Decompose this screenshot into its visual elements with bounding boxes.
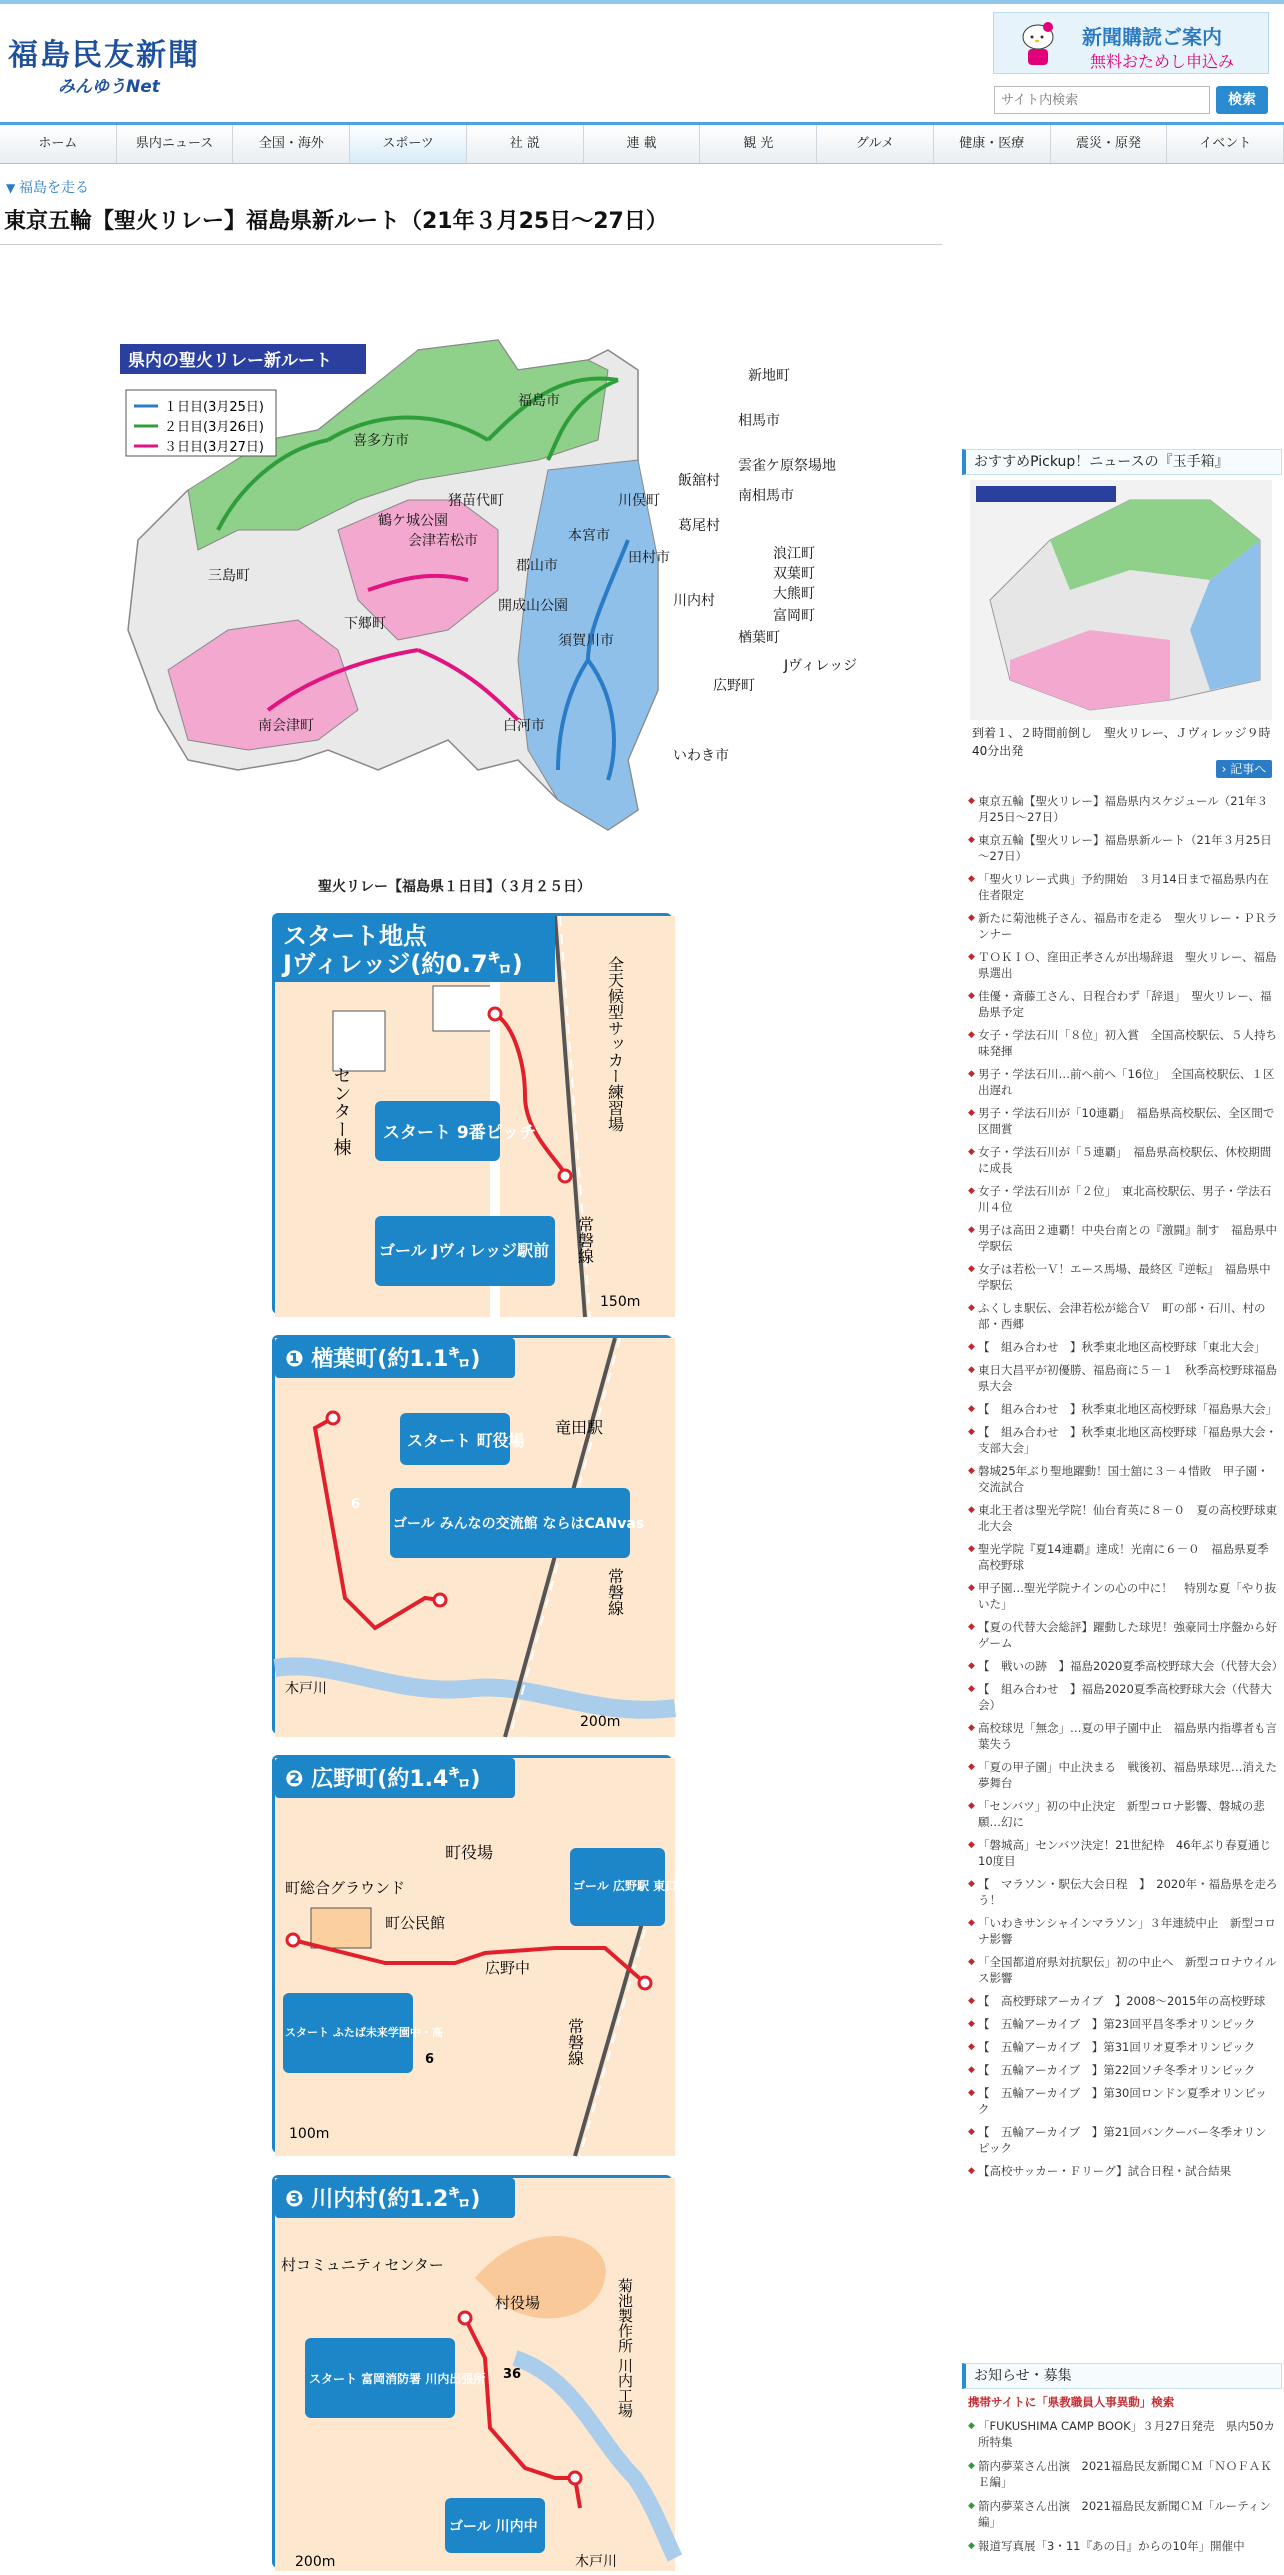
place-aizuwakamatsu: 会津若松市: [408, 533, 478, 549]
place-soma: 相馬市: [738, 413, 780, 429]
place-fukushima: 福島市: [518, 393, 560, 409]
news-item[interactable]: ◆ 女子・学法石川が「２位」 東北高校駅伝、男子・学法石川４位: [968, 1183, 1278, 1215]
place-naraha: 楢葉町: [738, 630, 780, 646]
place-jvillage: Jヴィレッジ: [784, 658, 858, 674]
hirono-head: ❷ 広野町(約1.4㌔): [285, 1767, 481, 1792]
search-input[interactable]: [994, 86, 1210, 114]
legend-day1: １日目(3月25日): [164, 400, 264, 415]
place-minamiaizu: 南会津町: [258, 718, 314, 734]
title-divider: [0, 244, 942, 245]
news-item[interactable]: ◆ 【 高校野球アーカイブ 】2008～2015年の高校野球: [968, 1993, 1278, 2009]
kitty-mascot-icon: [1018, 19, 1058, 69]
legend-day3: ３日目(3月27日): [164, 440, 264, 455]
news-item[interactable]: ◆ 【 五輪アーカイブ 】第23回平昌冬季オリンピック: [968, 2016, 1278, 2032]
hirono-goal-label: ゴール 広野駅 東口前: [573, 1879, 690, 1893]
kawauchi-factory-label: 菊池製作所 川内工場: [616, 2278, 634, 2418]
news-item[interactable]: ◆ 東北王者は聖光学院！仙台育英に８－０ 夏の高校野球東北大会: [968, 1502, 1278, 1534]
place-katsurao: 葛尾村: [678, 518, 720, 534]
chevron-right-icon: ›: [1221, 762, 1231, 776]
map-caption: 聖火リレー【福島県１日目】（３月２５日）: [318, 879, 591, 895]
nav-events[interactable]: イベント: [1167, 125, 1284, 163]
news-item[interactable]: ◆ 新たに菊池桃子さん、福島市を走る 聖火リレー・ＰＲランナー: [968, 910, 1278, 942]
news-item[interactable]: ◆ 東京五輪【聖火リレー】福島県新ルート（21年３月25日～27日）: [968, 832, 1278, 864]
kawauchi-route36-label: 36: [503, 2367, 522, 2382]
breadcrumb[interactable]: [6, 177, 89, 197]
news-item[interactable]: ◆ 聖光学院『夏14連覇』達成！光南に６－０ 福島県夏季高校野球: [968, 1541, 1278, 1573]
place-kawauchi: 川内村: [673, 593, 715, 609]
place-shinchi: 新地町: [748, 368, 790, 384]
nav-home[interactable]: ホーム: [0, 125, 117, 163]
hirono-start-label: スタート ふたば未来学園中・高: [285, 2026, 443, 2039]
read-more-label: 記事へ: [1230, 762, 1267, 776]
info-item[interactable]: ◆ 箭内夢菜さん出演 2021福島民友新聞ＣＭ「ルーティン編」: [968, 2498, 1278, 2530]
hirono-townhall-label: 町役場: [445, 1843, 494, 1862]
place-minamisoma: 南相馬市: [738, 488, 794, 504]
news-item[interactable]: ◆ 【 組み合わせ 】秋季東北地区高校野球「東北大会」: [968, 1339, 1278, 1355]
place-futaba: 双葉町: [773, 566, 815, 582]
info-item-highlight[interactable]: 携帯サイトに「県教職員人事異動」検索: [968, 2395, 1175, 2409]
naraha-scale: 200m: [580, 1714, 621, 1730]
news-item[interactable]: ◆ 女子・学法石川が「５連覇」 福島県高校駅伝、休校期間に成長: [968, 1144, 1278, 1176]
kawauchi-start-label: スタート 富岡消防署 川内出張所: [309, 2372, 486, 2386]
nav-gourmet[interactable]: グルメ: [817, 125, 934, 163]
place-shimogo: 下郷町: [344, 616, 386, 632]
news-item[interactable]: ◆ 男子・学法石川が「10連覇」 福島県高校駅伝、全区間で区間賞: [968, 1105, 1278, 1137]
jvillage-head2: Jヴィレッジ(約0.7㌔): [283, 950, 523, 978]
hirono-route6-label: 6: [425, 2052, 435, 2067]
kawauchi-community-label: 村コミュニティセンター: [281, 2256, 444, 2274]
jvillage-label-practice-field: 全天候型サッカー練習場: [605, 956, 625, 1132]
news-item[interactable]: ◆ 【 組み合わせ 】福島2020夏季高校野球大会（代替大会）: [968, 1681, 1278, 1713]
kawauchi-village-hall-label: 村役場: [495, 2294, 541, 2312]
news-item[interactable]: ◆ 男子は高田２連覇！中央台南との『激闘』制す 福島県中学駅伝: [968, 1222, 1278, 1254]
hirono-ground-label: 町総合グラウンド: [285, 1879, 406, 1897]
info-item[interactable]: ◆ 箭内夢菜さん出演 2021福島民友新聞ＣＭ「ＮＯＦＡＫＥ編」: [968, 2458, 1278, 2490]
news-item[interactable]: ◆ 磐城25年ぶり聖地躍動！国士舘に３－４惜敗 甲子園・交流試合: [968, 1463, 1278, 1495]
hirono-map-drawing: [275, 1758, 690, 2156]
news-item[interactable]: ◆ 佳優・斎藤工さん、日程合わず「辞退」 聖火リレー、福島県予定: [968, 988, 1278, 1020]
hirono-scale: 100m: [289, 2126, 330, 2142]
subscription-banner[interactable]: [993, 12, 1269, 74]
place-inawashiro: 猪苗代町: [448, 493, 504, 509]
place-namie: 浪江町: [773, 546, 815, 562]
info-list: [968, 2394, 1278, 2562]
kawauchi-map-drawing: [275, 2178, 675, 2571]
nav-sports[interactable]: スポーツ: [350, 125, 467, 163]
naraha-route6-label: 6: [351, 1497, 361, 1512]
breadcrumb-label: 福島を走る: [19, 180, 90, 196]
news-item[interactable]: ◆ 東京五輪【聖火リレー】福島県内スケジュール（21年３月25日～27日）: [968, 793, 1278, 825]
legend-day2: ２日目(3月26日): [164, 420, 264, 435]
news-item[interactable]: ◆ 【 五輪アーカイブ 】第31回リオ夏季オリンピック: [968, 2039, 1278, 2055]
place-kitakata: 喜多方市: [353, 433, 409, 449]
detail-map-jvillage: [272, 913, 672, 1314]
pickup-news-list: [968, 793, 1284, 2186]
news-item[interactable]: ◆ 「夏の甲子園」中止決まる 戦後初、福島県球児…消えた夢舞台: [968, 1759, 1278, 1791]
news-item[interactable]: ◆ 女子は若松一Ｖ！エース馬場、最終区『逆転』 福島県中学駅伝: [968, 1261, 1278, 1293]
info-item[interactable]: ◆ 報道写真展「3・11『あの日』からの10年」開催中: [968, 2538, 1278, 2554]
naraha-start-label: スタート 町役場: [407, 1431, 525, 1450]
news-item[interactable]: ◆ 「いわきサンシャインマラソン」３年連続中止 新型コロナ影響: [968, 1915, 1278, 1947]
news-item[interactable]: ◆ 【高校サッカー・Ｆリーグ】試合日程・試合結果: [968, 2163, 1278, 2179]
news-item[interactable]: ◆ 女子・学法石川「８位」初入賞 全国高校駅伝、５人持ち味発揮: [968, 1027, 1278, 1059]
kawauchi-head: ❸ 川内村(約1.2㌔): [285, 2187, 481, 2212]
logo-text: 福島民友新聞: [8, 38, 200, 73]
triangle-down-icon: ▼: [6, 181, 20, 195]
jvillage-map-drawing: [275, 916, 675, 1317]
kawauchi-river-label: 木戸川: [575, 2554, 617, 2570]
nav-national-world[interactable]: 全国・海外: [233, 125, 350, 163]
news-item[interactable]: ◆ 【 組み合わせ 】秋季東北地区高校野球「福島県大会・支部大会」: [968, 1424, 1278, 1456]
jvillage-label-center: センター棟: [330, 1066, 352, 1156]
nav-prefecture-news[interactable]: 県内ニュース: [117, 125, 234, 163]
naraha-station-label: 竜田駅: [555, 1418, 604, 1437]
place-tsurugajo: 鶴ケ城公園: [378, 513, 448, 529]
news-item[interactable]: ◆ 甲子園…聖光学院ナインの心の中に！ 特別な夏「やり抜いた」: [968, 1580, 1278, 1612]
prefecture-route-map: [118, 330, 858, 860]
pickup-thumbnail[interactable]: [970, 480, 1272, 720]
news-item[interactable]: ◆ ふくしま駅伝、会津若松が総合Ｖ 町の部・石川、村の部・西郷: [968, 1300, 1278, 1332]
news-item[interactable]: ◆ 【 五輪アーカイブ 】第30回ロンドン夏季オリンピック: [968, 2085, 1278, 2117]
news-item[interactable]: ◆ 【 五輪アーカイブ 】第21回バンクーバー冬季オリンピック: [968, 2124, 1278, 2156]
logo-subtitle: みんゆうNet: [58, 77, 160, 97]
info-header: お知らせ・募集: [962, 2363, 1282, 2389]
jvillage-goal-label: ゴール Jヴィレッジ駅前: [379, 1241, 550, 1260]
place-okuma: 大熊町: [773, 586, 815, 602]
map-title: 県内の聖火リレー新ルート: [128, 351, 332, 371]
news-item[interactable]: ◆ 「聖火リレー式典」予約開始 ３月14日まで福島県内在住者限定: [968, 871, 1278, 903]
kawauchi-scale: 200m: [295, 2554, 336, 2570]
pickup-caption[interactable]: 到着１、２時間前倒し 聖火リレー、Ｊヴィレッジ９時40分出発: [972, 726, 1271, 758]
place-sukagawa: 須賀川市: [558, 633, 614, 649]
nav-disaster[interactable]: 震災・原発: [1051, 125, 1168, 163]
detail-map-naraha: [272, 1335, 672, 1734]
jvillage-scale: 150m: [600, 1294, 641, 1310]
hirono-joban-label: 常磐線: [565, 2018, 585, 2066]
place-tomioka: 富岡町: [773, 608, 815, 624]
jvillage-label-joban: 常磐線: [575, 1216, 595, 1264]
place-tamura: 田村市: [628, 550, 670, 566]
naraha-map-drawing: [275, 1338, 675, 1737]
naraha-goal-label: ゴール みんなの交流館 ならはCANvas: [393, 1516, 645, 1532]
site-logo[interactable]: [8, 30, 200, 97]
place-mishima: 三島町: [208, 568, 250, 584]
hirono-school-label: 広野中: [485, 1959, 531, 1977]
place-koriyama: 郡山市: [516, 558, 558, 574]
place-kaiseizan: 開成山公園: [498, 598, 568, 614]
news-item[interactable]: ◆ 【 組み合わせ 】秋季東北地区高校野球「福島県大会」: [968, 1401, 1278, 1417]
detail-map-kawauchi: [272, 2175, 672, 2568]
naraha-head: ❶ 楢葉町(約1.1㌔): [285, 1347, 481, 1372]
place-iitate: 飯舘村: [678, 473, 720, 489]
jvillage-start-label: スタート 9番ピッチ: [383, 1123, 537, 1143]
page-title: 東京五輪【聖火リレー】福島県新ルート（21年３月25日～27日）: [4, 209, 668, 234]
place-iwaki: いわき市: [673, 748, 729, 764]
news-item[interactable]: ◆ 【 五輪アーカイブ 】第22回ソチ冬季オリンピック: [968, 2062, 1278, 2078]
news-item[interactable]: ◆ ＴＯＫＩＯ、窪田正孝さんが出場辞退 聖火リレー、福島県選出: [968, 949, 1278, 981]
detail-map-hirono: [272, 1755, 690, 2153]
place-kawamata: 川俣町: [618, 493, 660, 509]
news-item[interactable]: ◆ 高校球児「無念」…夏の甲子園中止 福島県内指導者も言葉失う: [968, 1720, 1278, 1752]
nav-health[interactable]: 健康・医療: [934, 125, 1051, 163]
news-item[interactable]: ◆ 【 マラソン・駅伝大会日程 】 2020年・福島県を走ろう！: [968, 1876, 1278, 1908]
pickup-header: おすすめPickup！ニュースの『玉手箱』: [962, 449, 1282, 475]
nav-tourism[interactable]: 観 光: [700, 125, 817, 163]
place-hirono: 広野町: [713, 678, 755, 694]
naraha-river-label: 木戸川: [285, 1681, 327, 1697]
news-item[interactable]: ◆ 【 戦いの跡 】福島2020夏季高校野球大会（代替大会）: [968, 1658, 1278, 1674]
place-hibarigahara: 雲雀ケ原祭場地: [738, 458, 836, 474]
news-item[interactable]: ◆ 東日大昌平が初優勝、福島商に５－１ 秋季高校野球福島県大会: [968, 1362, 1278, 1394]
news-item[interactable]: ◆ 「全国都道府県対抗駅伝」初の中止へ 新型コロナウイルス影響: [968, 1954, 1278, 1986]
news-item[interactable]: ◆ 【夏の代替大会総評】躍動した球児！強豪同士序盤から好ゲーム: [968, 1619, 1278, 1651]
search-button[interactable]: 検索: [1216, 86, 1268, 114]
top-accent-line: [0, 0, 1284, 4]
jvillage-head1: スタート地点: [283, 922, 427, 950]
nav-series[interactable]: 連 載: [584, 125, 701, 163]
read-more-button[interactable]: [1216, 760, 1272, 778]
place-motomiya: 本宮市: [568, 528, 610, 544]
news-item[interactable]: ◆ 「磐城高」センバツ決定！21世紀枠 46年ぶり春夏通じ10度目: [968, 1837, 1278, 1869]
info-item[interactable]: ◆ 「FUKUSHIMA CAMP BOOK」３月27日発売 県内50カ所特集: [968, 2418, 1278, 2450]
banner-subtitle: 無料おためし申込み: [1090, 52, 1235, 71]
naraha-joban-label: 常磐線: [605, 1568, 625, 1616]
place-shirakawa: 白河市: [503, 718, 545, 734]
nav-editorial[interactable]: 社 説: [467, 125, 584, 163]
news-item[interactable]: ◆ 男子・学法石川…前へ前へ「16位」 全国高校駅伝、１区出遅れ: [968, 1066, 1278, 1098]
news-item[interactable]: ◆ 「センバツ」初の中止決定 新型コロナ影響、磐城の悲願…幻に: [968, 1798, 1278, 1830]
banner-title: 新聞購読ご案内: [1082, 25, 1222, 49]
kawauchi-goal-label: ゴール 川内中: [449, 2519, 538, 2535]
hirono-hall-label: 町公民館: [385, 1914, 446, 1932]
global-nav: [0, 122, 1284, 164]
